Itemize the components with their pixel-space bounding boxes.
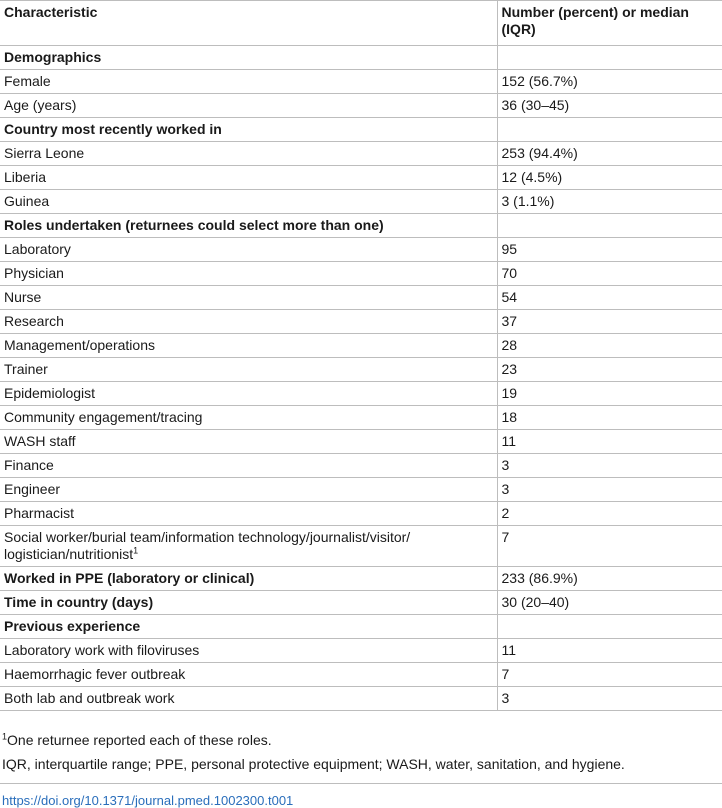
cell-characteristic (0, 190, 497, 214)
cell-value: 3 (1.1%) (497, 190, 722, 214)
table-row (0, 454, 722, 478)
footnote-1-text: One returnee reported each of these roles. (7, 732, 272, 748)
doi-link[interactable]: https://doi.org/10.1371/journal.pmed.1002300.t001 (2, 793, 294, 808)
cell-characteristic-text: Haemorrhagic fever outbreak (4, 666, 186, 682)
table-body (0, 46, 722, 711)
cell-characteristic-text: WASH staff (4, 433, 76, 449)
cell-characteristic-text: Management/operations (4, 337, 155, 353)
table-row (0, 639, 722, 663)
table-row (0, 478, 722, 502)
cell-characteristic (0, 615, 497, 639)
divider (0, 783, 722, 784)
table-header-row (0, 1, 722, 46)
table-row (0, 663, 722, 687)
cell-value: 12 (4.5%) (497, 166, 722, 190)
cell-characteristic (0, 430, 497, 454)
cell-characteristic-text: Research (4, 313, 64, 329)
cell-value (497, 214, 722, 238)
cell-characteristic (0, 214, 497, 238)
cell-characteristic (0, 46, 497, 70)
table-row (0, 214, 722, 238)
cell-characteristic-text: Pharmacist (4, 505, 75, 521)
cell-characteristic-text: Liberia (4, 169, 47, 185)
cell-characteristic (0, 478, 497, 502)
table-row (0, 430, 722, 454)
cell-characteristic-text: Social worker/burial team/information technology/journalist/visitor/ logistician/nutritionist (4, 529, 411, 562)
cell-characteristic (0, 118, 497, 142)
cell-value: 2 (497, 502, 722, 526)
table-row (0, 687, 722, 711)
cell-characteristic (0, 142, 497, 166)
cell-characteristic-text: Female (4, 73, 51, 89)
cell-characteristic (0, 567, 497, 591)
cell-value: 3 (497, 478, 722, 502)
cell-characteristic (0, 406, 497, 430)
cell-value: 30 (20–40) (497, 591, 722, 615)
cell-value: 18 (497, 406, 722, 430)
cell-characteristic (0, 663, 497, 687)
cell-characteristic (0, 166, 497, 190)
cell-characteristic-text: Engineer (4, 481, 61, 497)
table-row (0, 502, 722, 526)
table-row (0, 526, 722, 567)
cell-value (497, 118, 722, 142)
cell-characteristic-text: Time in country (days) (4, 594, 154, 610)
table-row (0, 382, 722, 406)
table-row (0, 615, 722, 639)
table-row (0, 70, 722, 94)
cell-value: 23 (497, 358, 722, 382)
cell-value: 3 (497, 687, 722, 711)
cell-value: 95 (497, 238, 722, 262)
cell-characteristic (0, 358, 497, 382)
table-row (0, 94, 722, 118)
cell-value (497, 46, 722, 70)
cell-value: 253 (94.4%) (497, 142, 722, 166)
cell-value: 152 (56.7%) (497, 70, 722, 94)
cell-characteristic-text: Epidemiologist (4, 385, 96, 401)
table-row (0, 406, 722, 430)
table-row (0, 46, 722, 70)
cell-value: 36 (30–45) (497, 94, 722, 118)
table-row (0, 190, 722, 214)
cell-characteristic-text: Both lab and outbreak work (4, 690, 175, 706)
cell-value: 233 (86.9%) (497, 567, 722, 591)
cell-characteristic-text: Finance (4, 457, 54, 473)
footnote-ref: 1 (133, 545, 139, 556)
cell-value: 3 (497, 454, 722, 478)
cell-characteristic-text: Demographics (4, 49, 102, 65)
table-row (0, 310, 722, 334)
cell-characteristic-text: Worked in PPE (laboratory or clinical) (4, 570, 255, 586)
cell-characteristic-text: Trainer (4, 361, 48, 377)
cell-characteristic (0, 639, 497, 663)
cell-characteristic (0, 286, 497, 310)
cell-characteristic-text: Community engagement/tracing (4, 409, 203, 425)
cell-value: 28 (497, 334, 722, 358)
cell-characteristic (0, 262, 497, 286)
abbreviations-note: IQR, interquartile range; PPE, personal protective equipment; WASH, water, sanitation, and hygiene. (2, 756, 625, 772)
cell-characteristic (0, 526, 497, 567)
cell-characteristic-text: Physician (4, 265, 64, 281)
table-row (0, 358, 722, 382)
cell-characteristic (0, 238, 497, 262)
table-row (0, 286, 722, 310)
cell-characteristic-text: Age (years) (4, 97, 77, 113)
cell-value: 19 (497, 382, 722, 406)
cell-characteristic (0, 454, 497, 478)
table-row (0, 142, 722, 166)
cell-characteristic (0, 334, 497, 358)
cell-value: 37 (497, 310, 722, 334)
cell-value: 11 (497, 430, 722, 454)
footnote-1 (0, 731, 722, 749)
cell-value: 7 (497, 526, 722, 567)
cell-value: 70 (497, 262, 722, 286)
table-row (0, 238, 722, 262)
cell-characteristic-text: Roles undertaken (returnees could select more than one) (4, 217, 384, 233)
cell-characteristic (0, 591, 497, 615)
cell-characteristic-text: Nurse (4, 289, 42, 305)
cell-value: 7 (497, 663, 722, 687)
cell-characteristic-text: Guinea (4, 193, 50, 209)
cell-characteristic (0, 687, 497, 711)
table-row (0, 591, 722, 615)
cell-characteristic-text: Previous experience (4, 618, 141, 634)
cell-characteristic (0, 94, 497, 118)
table-row (0, 334, 722, 358)
table-row (0, 262, 722, 286)
table-row (0, 166, 722, 190)
cell-characteristic-text: Laboratory (4, 241, 71, 257)
header-value: Number (percent) or median (IQR) (497, 1, 722, 46)
cell-characteristic (0, 70, 497, 94)
cell-characteristic-text: Sierra Leone (4, 145, 85, 161)
cell-characteristic-text: Country most recently worked in (4, 121, 222, 137)
cell-value: 11 (497, 639, 722, 663)
footnote-marker: 1 (2, 731, 8, 742)
cell-characteristic-text: Laboratory work with filoviruses (4, 642, 200, 658)
header-characteristic: Characteristic (0, 1, 497, 46)
table-row (0, 118, 722, 142)
cell-value (497, 615, 722, 639)
table-row (0, 567, 722, 591)
cell-characteristic (0, 310, 497, 334)
cell-characteristic (0, 502, 497, 526)
cell-value: 54 (497, 286, 722, 310)
cell-characteristic (0, 382, 497, 406)
